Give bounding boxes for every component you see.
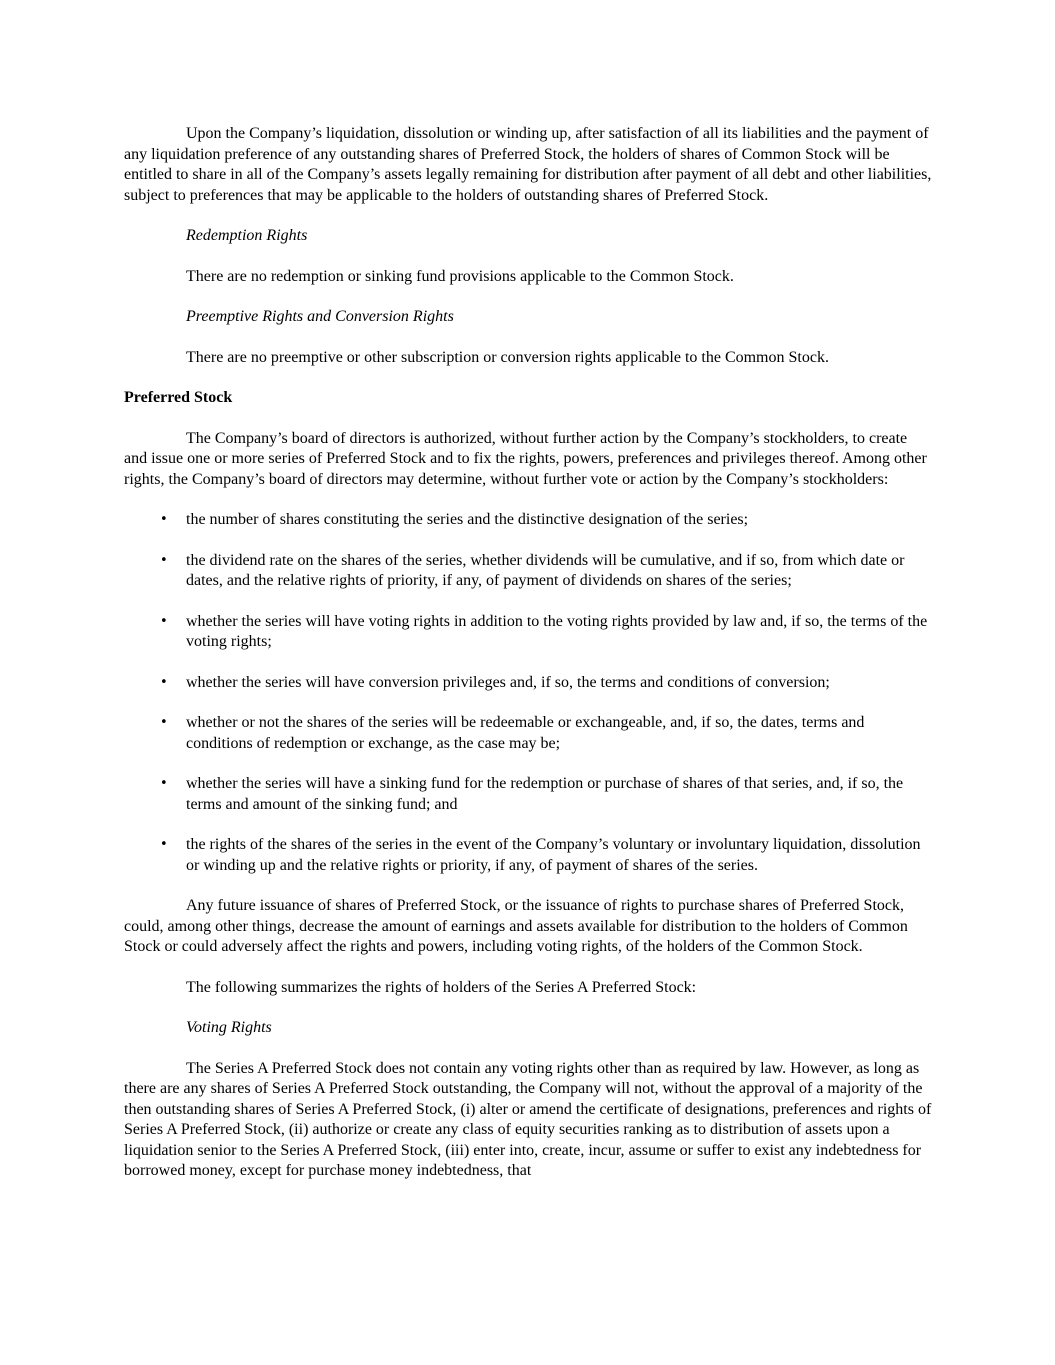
list-item	[124, 673, 932, 694]
paragraph-redemption-rights: There are no redemption or sinking fund provisions applicable to the Common Stock.	[186, 267, 734, 285]
bullet-icon: •	[160, 776, 168, 791]
preferred-stock-terms-list	[124, 510, 932, 876]
paragraph-board-authorization: The Company’s board of directors is authorized, without further action by the Company’s stockholders, to create and issue one or more series of Preferred Stock and to fix the rights, powers, preferences and privileges thereof. Among other rights, the Company’s board of directors may determine, without further vote or action by the Company’s stockholders:	[124, 429, 927, 488]
paragraph-series-a-summary-intro: The following summarizes the rights of holders of the Series A Preferred Stock:	[186, 978, 697, 996]
heading-voting-rights: Voting Rights	[186, 1019, 272, 1036]
list-item-text: the rights of the shares of the series in the event of the Company’s voluntary or involuntary liquidation, dissolution or winding up and the relative rights or priority, if any, of payment of shares of the series.	[186, 836, 921, 874]
heading-preferred-stock: Preferred Stock	[124, 389, 233, 406]
heading-preemptive-conversion-rights: Preemptive Rights and Conversion Rights	[186, 308, 454, 325]
bullet-icon: •	[160, 674, 168, 690]
list-item-text: whether the series will have a sinking fund for the redemption or purchase of shares of that series, and, if so, the terms and amount of the sinking fund; and	[186, 775, 904, 813]
bullet-icon: •	[160, 512, 168, 527]
bullet-icon: •	[160, 613, 168, 629]
list-item-text: the number of shares constituting the series and the distinctive designation of the series;	[186, 511, 749, 528]
list-item	[124, 774, 932, 815]
list-item	[124, 612, 932, 653]
bullet-icon: •	[160, 715, 168, 730]
list-item-text: whether the series will have conversion privileges and, if so, the terms and conditions of conversion;	[186, 673, 830, 691]
list-item	[124, 551, 932, 592]
paragraph-voting-rights: The Series A Preferred Stock does not contain any voting rights other than as required by law. However, as long as there are any shares of Series A Preferred Stock outstanding, the Company will not, without the approval of a majority of the then outstanding shares of Series A Preferred Stock, (i) alter or amend the certificate of designations, preferences and rights of Series A Preferred Stock, (ii) authorize or create any class of equity securities ranking as to distribution of assets upon a liquidation senior to the Series A Preferred Stock, (iii) enter into, create, incur, assume or suffer to exist any indebtedness for borrowed money, except for purchase money indebtedness, that	[124, 1059, 932, 1179]
list-item-text: whether the series will have voting rights in addition to the voting rights provided by law and, if so, the terms of the voting rights;	[186, 612, 928, 650]
heading-redemption-rights: Redemption Rights	[186, 227, 308, 244]
paragraph-preemptive-rights: There are no preemptive or other subscription or conversion rights applicable to the Common Stock.	[186, 348, 829, 366]
list-item-text: whether or not the shares of the series will be redeemable or exchangeable, and, if so, the dates, terms and conditions of redemption or exchange, as the case may be;	[186, 714, 865, 752]
list-item	[124, 510, 932, 531]
list-item	[124, 835, 932, 876]
list-item-text: the dividend rate on the shares of the series, whether dividends will be cumulative, and if so, from which date or dates, and the relative rights of priority, if any, of payment of dividends on shares of the series;	[186, 551, 905, 589]
bullet-icon: •	[160, 837, 168, 852]
bullet-icon: •	[160, 552, 168, 568]
list-item	[124, 713, 932, 754]
paragraph-liquidation-rights: Upon the Company’s liquidation, dissolution or winding up, after satisfaction of all its liabilities and the payment of any liquidation preference of any outstanding shares of Preferred Stock, the holders of shares of Common Stock will be entitled to share in all of the Company’s assets legally remaining for distribution after payment of all debt and other liabilities, subject to preferences that may be applicable to the holders of outstanding shares of Preferred Stock.	[124, 125, 932, 204]
paragraph-future-issuance: Any future issuance of shares of Preferred Stock, or the issuance of rights to purchase shares of Preferred Stock, could, among other things, decrease the amount of earnings and assets available for distribution to the holders of Common Stock or could adversely affect the rights and powers, including voting rights, of the holders of the Common Stock.	[124, 897, 908, 955]
